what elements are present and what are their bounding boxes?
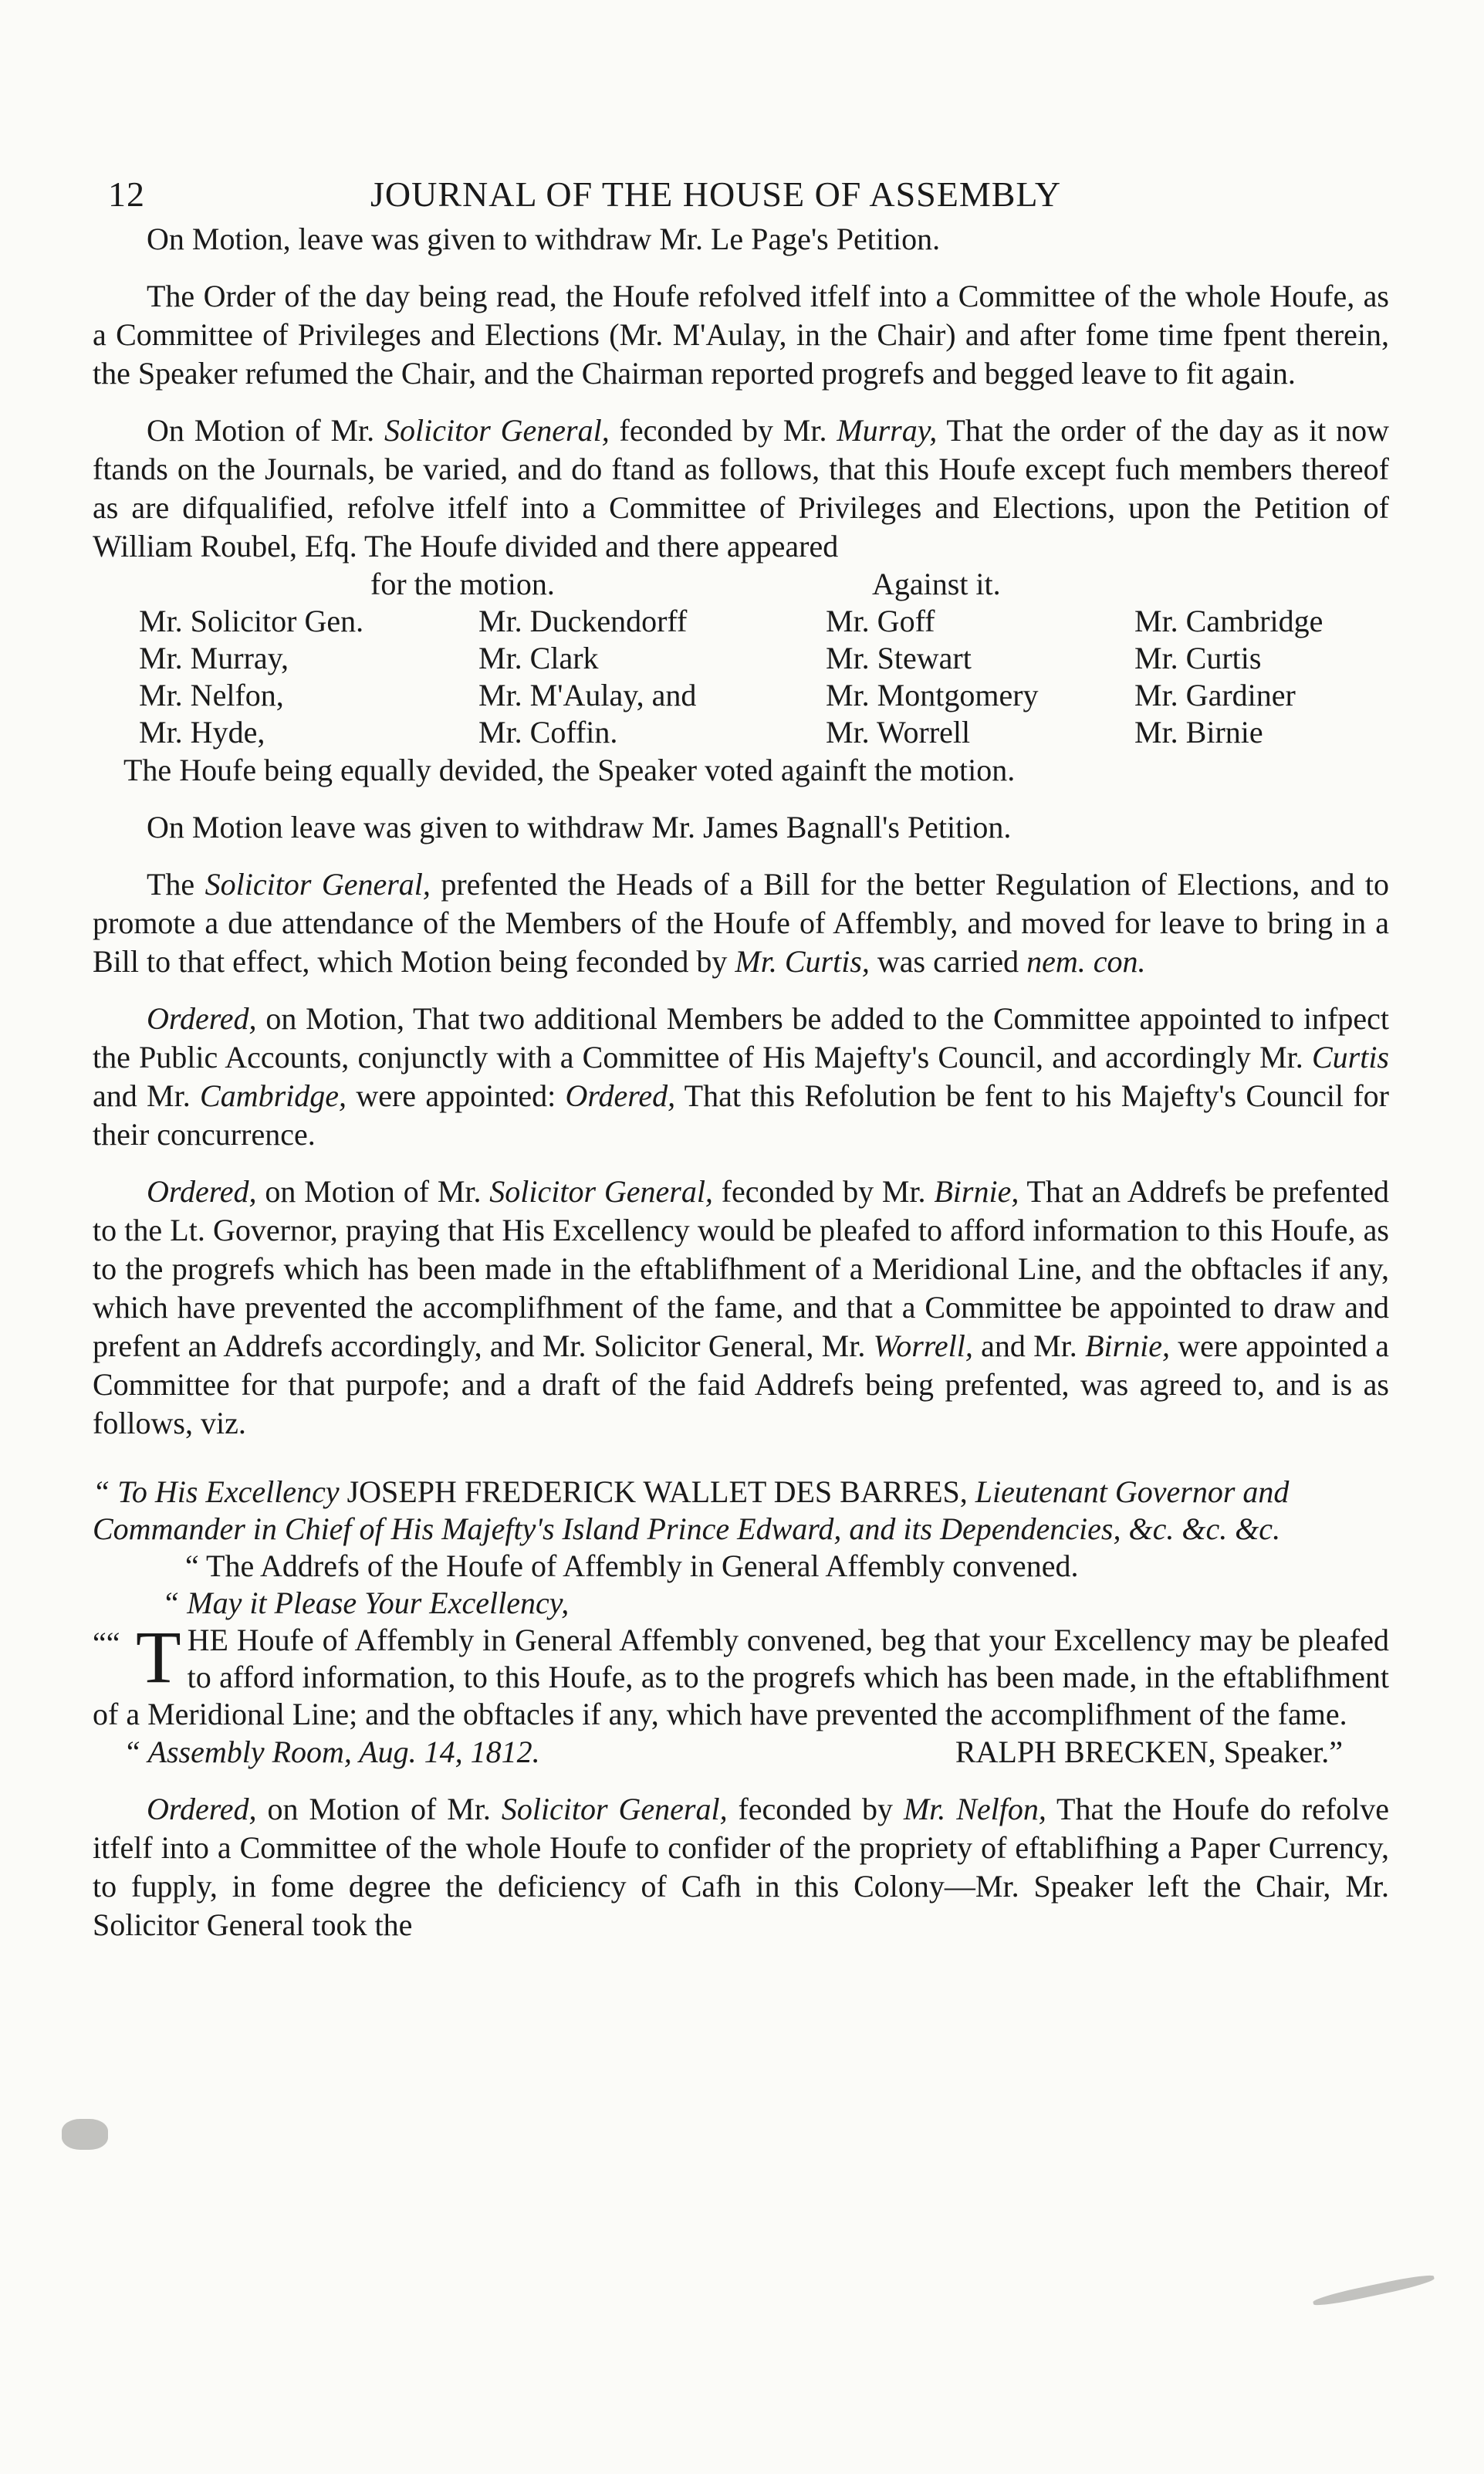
address-body: ““ T HE Houfe of Affembly in General Affembly convened, beg that your Excellency may be pleafed to afford information, to this Houfe, as to the progrefs which has been made, in the eftablifhment of a Meridional Line; and the obftacles if any, which have prevented the accomplifhment of the fame.: [93, 1616, 1389, 1731]
paragraph-public-accounts: Ordered, on Motion, That two additional Members be added to the Committee appointed to infpect the Public Accounts, conjunctly with a Committee of His Majefty's Council, and accordingly Mr. Curtis and Mr. Cambridge, were appointed: Ordered, That this Refolution be fent to his Majefty's Council for their concurrence.: [93, 1001, 1389, 1152]
journal-page: [93, 158, 1389, 1944]
address-salutation: “ May it Please Your Excellency,: [162, 1586, 570, 1620]
paragraph-bagnall: On Motion leave was given to withdraw Mr. James Bagnall's Petition.: [147, 810, 1012, 844]
open-quote: ““: [93, 1626, 120, 1660]
address-to-governor: [93, 1474, 1389, 1772]
address-signature-line: [93, 1733, 1389, 1772]
page-header: [93, 158, 1389, 220]
division-row: Mr. Hyde, Mr. Coffin. Mr. Worrell Mr. Birnie: [139, 715, 1263, 750]
drop-cap: T: [136, 1616, 181, 1698]
paragraph-elections-bill: The Solicitor General, prefented the Heads of a Bill for the better Regulation of Elections, and to promote a due attendance of the Members of the Houfe of Affembly, and moved for leave to bring in a Bill to that effect, which Motion being feconded by Mr. Curtis, was carried nem. con.: [93, 867, 1389, 979]
running-head: JOURNAL OF THE HOUSE OF ASSEMBLY: [370, 174, 1062, 214]
division-result: The Houfe being equally devided, the Speaker voted againft the motion.: [123, 753, 1016, 787]
place-date: “ Assembly Room, Aug. 14, 1812.: [123, 1735, 540, 1769]
address-heading: “ To His Excellency JOSEPH FREDERICK WALLET DES BARRES, Lieutenant Governor and Commander in Chief of His Majefty's Island Prince Edward, and its Dependencies, &c. &c. &c.: [93, 1474, 1290, 1546]
address-from: “ The Addrefs of the Houfe of Affembly in General Affembly convened.: [185, 1548, 1079, 1583]
paragraph-roubel-motion: On Motion of Mr. Solicitor General, feconded by Mr. Murray, That the order of the day as it now ftands on the Journals, be varied, and do ftand as follows, that this Houfe except fuch members thereof as are difqualified, refolve itfelf into a Committee of Privileges and Elections, upon the Petition of William Roubel, Efq. The Houfe divided and there appeared: [93, 413, 1389, 564]
speaker-signature: RALPH BRECKEN, Speaker.”: [955, 1735, 1343, 1769]
page-number: 12: [108, 174, 145, 214]
division-row: Mr. Murray, Mr. Clark Mr. Stewart Mr. Curtis: [139, 641, 1262, 675]
for-motion-label: for the motion.: [370, 567, 555, 601]
ink-smudge: [1312, 2273, 1435, 2309]
against-label: Against it.: [872, 567, 1001, 601]
division-row: Mr. Nelfon, Mr. M'Aulay, and Mr. Montgomery Mr. Gardiner: [139, 678, 1296, 712]
paragraph-paper-currency: Ordered, on Motion of Mr. Solicitor General, feconded by Mr. Nelfon, That the Houfe do refolve itfelf into a Committee of the whole Houfe to confider of the propriety of eftablifhing a Paper Currency, to fupply, in fome degree the deficiency of Cafh in this Colony—Mr. Speaker left the Chair, Mr. Solicitor General took the: [93, 1792, 1389, 1942]
paragraph-committee: The Order of the day being read, the Houfe refolved itfelf into a Committee of the whole Houfe, as a Committee of Privileges and Elections (Mr. M'Aulay, in the Chair) and after fome time fpent therein, the Speaker refumed the Chair, and the Chairman reported progrefs and begged leave to fit again.: [93, 279, 1389, 391]
division-list: [139, 566, 1389, 751]
paragraph-meridional-line: Ordered, on Motion of Mr. Solicitor General, feconded by Mr. Birnie, That an Addrefs be prefented to the Lt. Governor, praying that His Excellency would be pleafed to afford information to this Houfe, as to the progrefs which has been made in the eftablifhment of a Meridional Line, and the obftacles if any, which have prevented the accomplifhment of the fame, and that a Committee be appointed to draw and prefent an Addrefs accordingly, and Mr. Solicitor General, Mr. Worrell, and Mr. Birnie, were appointed a Committee for that purpofe; and a draft of the faid Addrefs being prefented, was agreed to, and is as follows, viz.: [93, 1174, 1389, 1440]
ink-smudge: [62, 2119, 108, 2150]
paragraph-le-page: On Motion, leave was given to withdraw Mr. Le Page's Petition.: [147, 222, 941, 256]
division-row: Mr. Solicitor Gen. Mr. Duckendorff Mr. Goff Mr. Cambridge: [139, 604, 1323, 638]
